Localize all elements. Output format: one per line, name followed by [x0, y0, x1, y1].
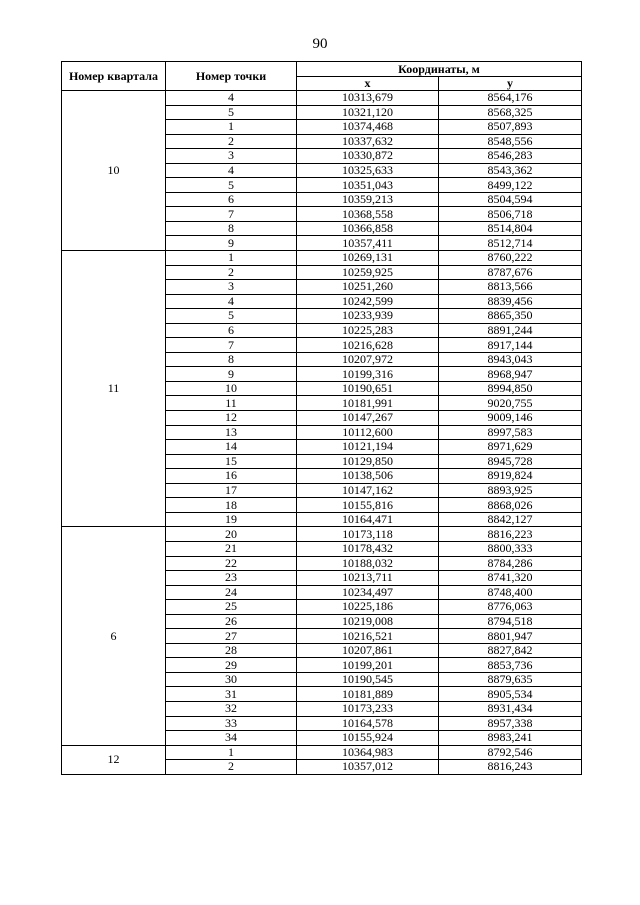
- x-coordinate-cell: 10325,633: [297, 163, 439, 178]
- y-coordinate-cell: 8499,122: [439, 178, 582, 193]
- x-coordinate-cell: 10357,012: [297, 760, 439, 775]
- y-coordinate-cell: 8931,434: [439, 701, 582, 716]
- y-coordinate-cell: 8827,842: [439, 643, 582, 658]
- y-coordinate-cell: 8801,947: [439, 629, 582, 644]
- y-coordinate-cell: 8748,400: [439, 585, 582, 600]
- y-coordinate-cell: 8813,566: [439, 280, 582, 295]
- x-coordinate-cell: 10138,506: [297, 469, 439, 484]
- x-coordinate-cell: 10337,632: [297, 134, 439, 149]
- point-number-cell: 1: [166, 120, 297, 135]
- x-coordinate-cell: 10181,889: [297, 687, 439, 702]
- point-number-cell: 4: [166, 294, 297, 309]
- point-number-cell: 4: [166, 91, 297, 106]
- y-coordinate-cell: 8997,583: [439, 425, 582, 440]
- x-coordinate-cell: 10155,924: [297, 731, 439, 746]
- header-coordinates: Координаты, м: [297, 62, 582, 77]
- y-coordinate-cell: 8865,350: [439, 309, 582, 324]
- point-number-cell: 8: [166, 352, 297, 367]
- point-number-cell: 8: [166, 221, 297, 236]
- x-coordinate-cell: 10164,578: [297, 716, 439, 731]
- x-coordinate-cell: 10269,131: [297, 251, 439, 266]
- x-coordinate-cell: 10188,032: [297, 556, 439, 571]
- point-number-cell: 18: [166, 498, 297, 513]
- point-number-cell: 21: [166, 541, 297, 556]
- x-coordinate-cell: 10351,043: [297, 178, 439, 193]
- point-number-cell: 6: [166, 323, 297, 338]
- x-coordinate-cell: 10173,118: [297, 527, 439, 542]
- header-y: y: [439, 77, 582, 91]
- y-coordinate-cell: 9009,146: [439, 411, 582, 426]
- point-number-cell: 7: [166, 207, 297, 222]
- y-coordinate-cell: 8842,127: [439, 512, 582, 527]
- point-number-cell: 30: [166, 672, 297, 687]
- y-coordinate-cell: 8971,629: [439, 440, 582, 455]
- point-number-cell: 33: [166, 716, 297, 731]
- y-coordinate-cell: 8905,534: [439, 687, 582, 702]
- x-coordinate-cell: 10190,651: [297, 381, 439, 396]
- point-number-cell: 26: [166, 614, 297, 629]
- table-header: [62, 62, 582, 91]
- point-number-cell: 5: [166, 105, 297, 120]
- x-coordinate-cell: 10321,120: [297, 105, 439, 120]
- x-coordinate-cell: 10147,267: [297, 411, 439, 426]
- y-coordinate-cell: 8512,714: [439, 236, 582, 251]
- point-number-cell: 5: [166, 178, 297, 193]
- point-number-cell: 19: [166, 512, 297, 527]
- x-coordinate-cell: 10190,545: [297, 672, 439, 687]
- point-number-cell: 1: [166, 251, 297, 266]
- x-coordinate-cell: 10121,194: [297, 440, 439, 455]
- table-row: [62, 527, 582, 542]
- header-block-number: Номер квартала: [62, 62, 166, 91]
- y-coordinate-cell: 8514,804: [439, 221, 582, 236]
- block-number-cell: 12: [62, 745, 166, 774]
- point-number-cell: 10: [166, 381, 297, 396]
- x-coordinate-cell: 10364,983: [297, 745, 439, 760]
- x-coordinate-cell: 10181,991: [297, 396, 439, 411]
- point-number-cell: 15: [166, 454, 297, 469]
- table-row: [62, 251, 582, 266]
- y-coordinate-cell: 8968,947: [439, 367, 582, 382]
- x-coordinate-cell: 10366,858: [297, 221, 439, 236]
- y-coordinate-cell: 8507,893: [439, 120, 582, 135]
- y-coordinate-cell: 8943,043: [439, 352, 582, 367]
- y-coordinate-cell: 8893,925: [439, 483, 582, 498]
- point-number-cell: 16: [166, 469, 297, 484]
- point-number-cell: 14: [166, 440, 297, 455]
- x-coordinate-cell: 10207,972: [297, 352, 439, 367]
- y-coordinate-cell: 8784,286: [439, 556, 582, 571]
- x-coordinate-cell: 10225,283: [297, 323, 439, 338]
- y-coordinate-cell: 8868,026: [439, 498, 582, 513]
- x-coordinate-cell: 10213,711: [297, 571, 439, 586]
- point-number-cell: 6: [166, 192, 297, 207]
- point-number-cell: 3: [166, 280, 297, 295]
- x-coordinate-cell: 10225,186: [297, 600, 439, 615]
- point-number-cell: 11: [166, 396, 297, 411]
- point-number-cell: 28: [166, 643, 297, 658]
- x-coordinate-cell: 10357,411: [297, 236, 439, 251]
- x-coordinate-cell: 10251,260: [297, 280, 439, 295]
- point-number-cell: 22: [166, 556, 297, 571]
- point-number-cell: 32: [166, 701, 297, 716]
- y-coordinate-cell: 8564,176: [439, 91, 582, 106]
- y-coordinate-cell: 8919,824: [439, 469, 582, 484]
- y-coordinate-cell: 8546,283: [439, 149, 582, 164]
- point-number-cell: 13: [166, 425, 297, 440]
- y-coordinate-cell: 9020,755: [439, 396, 582, 411]
- x-coordinate-cell: 10359,213: [297, 192, 439, 207]
- x-coordinate-cell: 10242,599: [297, 294, 439, 309]
- y-coordinate-cell: 8879,635: [439, 672, 582, 687]
- y-coordinate-cell: 8853,736: [439, 658, 582, 673]
- y-coordinate-cell: 8994,850: [439, 381, 582, 396]
- point-number-cell: 3: [166, 149, 297, 164]
- point-number-cell: 5: [166, 309, 297, 324]
- x-coordinate-cell: 10147,162: [297, 483, 439, 498]
- y-coordinate-cell: 8957,338: [439, 716, 582, 731]
- x-coordinate-cell: 10112,600: [297, 425, 439, 440]
- x-coordinate-cell: 10207,861: [297, 643, 439, 658]
- coordinates-table: [61, 61, 582, 775]
- page-number: 90: [312, 36, 328, 52]
- y-coordinate-cell: 8794,518: [439, 614, 582, 629]
- point-number-cell: 31: [166, 687, 297, 702]
- table-body: [62, 91, 582, 775]
- x-coordinate-cell: 10173,233: [297, 701, 439, 716]
- point-number-cell: 2: [166, 134, 297, 149]
- x-coordinate-cell: 10178,432: [297, 541, 439, 556]
- block-number-cell: 10: [62, 91, 166, 251]
- point-number-cell: 2: [166, 265, 297, 280]
- y-coordinate-cell: 8983,241: [439, 731, 582, 746]
- point-number-cell: 27: [166, 629, 297, 644]
- point-number-cell: 29: [166, 658, 297, 673]
- x-coordinate-cell: 10216,521: [297, 629, 439, 644]
- y-coordinate-cell: 8787,676: [439, 265, 582, 280]
- x-coordinate-cell: 10199,316: [297, 367, 439, 382]
- x-coordinate-cell: 10368,558: [297, 207, 439, 222]
- x-coordinate-cell: 10233,939: [297, 309, 439, 324]
- point-number-cell: 9: [166, 367, 297, 382]
- x-coordinate-cell: 10313,679: [297, 91, 439, 106]
- x-coordinate-cell: 10199,201: [297, 658, 439, 673]
- y-coordinate-cell: 8506,718: [439, 207, 582, 222]
- x-coordinate-cell: 10219,008: [297, 614, 439, 629]
- y-coordinate-cell: 8917,144: [439, 338, 582, 353]
- point-number-cell: 20: [166, 527, 297, 542]
- table-row: [62, 745, 582, 760]
- x-coordinate-cell: 10129,850: [297, 454, 439, 469]
- table-row: [62, 91, 582, 106]
- y-coordinate-cell: 8816,243: [439, 760, 582, 775]
- y-coordinate-cell: 8891,244: [439, 323, 582, 338]
- y-coordinate-cell: 8543,362: [439, 163, 582, 178]
- y-coordinate-cell: 8839,456: [439, 294, 582, 309]
- y-coordinate-cell: 8741,320: [439, 571, 582, 586]
- point-number-cell: 17: [166, 483, 297, 498]
- point-number-cell: 1: [166, 745, 297, 760]
- y-coordinate-cell: 8792,546: [439, 745, 582, 760]
- point-number-cell: 4: [166, 163, 297, 178]
- y-coordinate-cell: 8776,063: [439, 600, 582, 615]
- point-number-cell: 25: [166, 600, 297, 615]
- point-number-cell: 34: [166, 731, 297, 746]
- x-coordinate-cell: 10374,468: [297, 120, 439, 135]
- y-coordinate-cell: 8800,333: [439, 541, 582, 556]
- point-number-cell: 2: [166, 760, 297, 775]
- x-coordinate-cell: 10330,872: [297, 149, 439, 164]
- x-coordinate-cell: 10164,471: [297, 512, 439, 527]
- y-coordinate-cell: 8568,325: [439, 105, 582, 120]
- x-coordinate-cell: 10234,497: [297, 585, 439, 600]
- point-number-cell: 7: [166, 338, 297, 353]
- point-number-cell: 9: [166, 236, 297, 251]
- y-coordinate-cell: 8760,222: [439, 251, 582, 266]
- block-number-cell: 6: [62, 527, 166, 745]
- y-coordinate-cell: 8548,556: [439, 134, 582, 149]
- block-number-cell: 11: [62, 251, 166, 527]
- x-coordinate-cell: 10155,816: [297, 498, 439, 513]
- point-number-cell: 12: [166, 411, 297, 426]
- y-coordinate-cell: 8945,728: [439, 454, 582, 469]
- x-coordinate-cell: 10216,628: [297, 338, 439, 353]
- y-coordinate-cell: 8816,223: [439, 527, 582, 542]
- header-x: x: [297, 77, 439, 91]
- header-point-number: Номер точки: [166, 62, 297, 91]
- y-coordinate-cell: 8504,594: [439, 192, 582, 207]
- point-number-cell: 23: [166, 571, 297, 586]
- x-coordinate-cell: 10259,925: [297, 265, 439, 280]
- point-number-cell: 24: [166, 585, 297, 600]
